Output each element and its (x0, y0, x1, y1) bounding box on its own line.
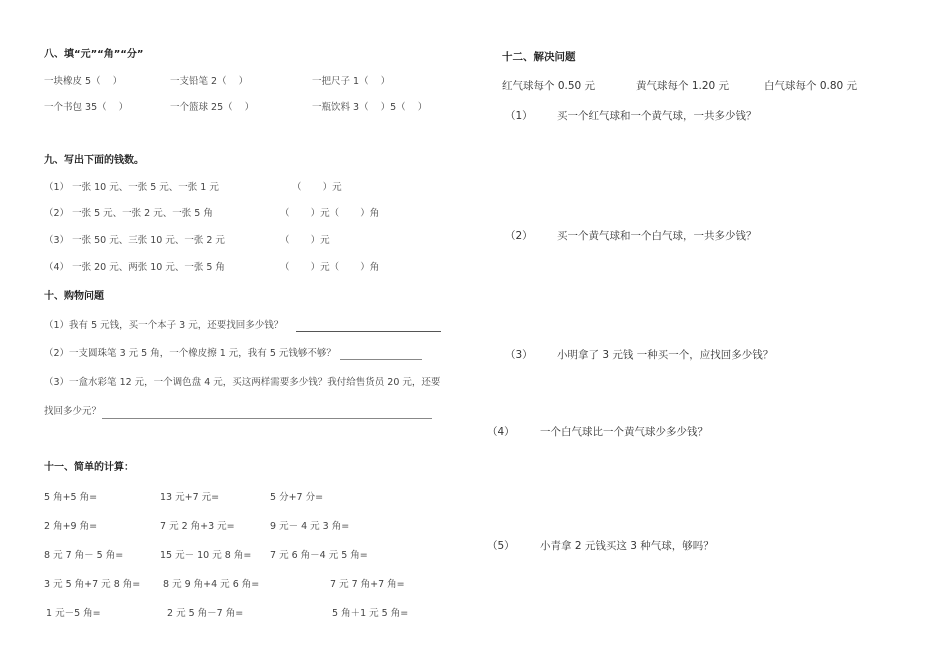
fill-unit-item: 一个书包 35（ ） (44, 102, 129, 113)
calc-item: 13 元+7 元= (160, 492, 220, 503)
calc-item: 8 元 9 角+4 元 6 角= (163, 579, 260, 590)
problem-number: （1） (505, 110, 533, 122)
shopping-question-3-cont: 找回多少元？ (44, 406, 102, 417)
problem-text: 买一个黄气球和一个白气球，一共多少钱？ (557, 230, 757, 242)
calc-item: 7 元 2 角+3 元= (160, 521, 235, 532)
money-question: （1） 一张 10 元、一张 5 元、一张 1 元 (44, 182, 219, 193)
calc-item: 7 元 6 角－4 元 5 角= (270, 550, 368, 561)
calc-item: 2 角+9 角= (44, 521, 98, 532)
section-9-heading: 九、写出下面的钱数。 (44, 155, 144, 166)
money-question: （2） 一张 5 元、一张 2 元、一张 5 角 (44, 208, 213, 219)
money-answer-blank: （ ）元（ ）角 (280, 262, 380, 273)
problem-text: 买一个红气球和一个黄气球，一共多少钱？ (557, 110, 757, 122)
problem-number: （4） (487, 426, 515, 438)
money-answer-blank: （ ）元（ ）角 (280, 208, 380, 219)
problem-number: （3） (505, 349, 533, 361)
price-yellow-balloon: 黄气球每个 1.20 元 (636, 80, 730, 92)
calc-item: 5 角+5 角= (44, 492, 98, 503)
problem-text: 小青拿 2 元钱买这 3 种气球，够吗？ (540, 540, 714, 552)
price-white-balloon: 白气球每个 0.80 元 (764, 80, 858, 92)
fill-unit-item: 一个篮球 25（ ） (170, 102, 255, 113)
problem-text: 小明拿了 3 元钱 一种买一个，应找回多少钱？ (557, 349, 774, 361)
calc-item: 3 元 5 角+7 元 8 角= (44, 579, 141, 590)
problem-text: 一个白气球比一个黄气球少多少钱？ (540, 426, 708, 438)
shopping-question-2: （2）一支圆珠笔 3 元 5 角，一个橡皮擦 1 元，我有 5 元钱够不够？ (44, 348, 336, 359)
money-answer-blank: （ ）元 (280, 235, 330, 246)
section-8-heading: 八、填“元”“角”“分” (44, 49, 144, 60)
problem-number: （2） (505, 230, 533, 242)
section-12-heading: 十二、解决问题 (502, 51, 576, 63)
calc-item: 7 元 7 角+7 角= (330, 579, 405, 590)
shopping-question-3: （3）一盒水彩笔 12 元，一个调色盘 4 元，买这两样需要多少钱？我付给售货员 20 元，还要 (44, 377, 441, 388)
money-question: （4） 一张 20 元、两张 10 元、一张 5 角 (44, 262, 225, 273)
calc-item: 15 元－ 10 元 8 角= (160, 550, 252, 561)
calc-item: 5 分+7 分= (270, 492, 324, 503)
section-10-heading: 十、购物问题 (44, 291, 104, 302)
fill-unit-item: 一支铅笔 2（ ） (170, 76, 249, 87)
section-11-heading: 十一、简单的计算： (44, 462, 134, 473)
calc-item: 2 元 5 角－7 角= (167, 608, 244, 619)
calc-item: 1 元－5 角= (46, 608, 101, 619)
money-answer-blank: （ ）元 (292, 182, 342, 193)
answer-line (102, 418, 432, 419)
fill-unit-item: 一把尺子 1（ ） (312, 76, 391, 87)
answer-line (340, 359, 422, 360)
shopping-question-1: （1）我有 5 元钱，买一个本子 3 元，还要找回多少钱？ (44, 320, 284, 331)
answer-line (296, 331, 441, 332)
fill-unit-item: 一瓶饮料 3（ ）5（ ） (312, 102, 428, 113)
problem-number: （5） (487, 540, 515, 552)
calc-item: 9 元－ 4 元 3 角= (270, 521, 350, 532)
calc-item: 8 元 7 角－ 5 角= (44, 550, 124, 561)
price-red-balloon: 红气球每个 0.50 元 (502, 80, 596, 92)
calc-item: 5 角＋1 元 5 角= (332, 608, 409, 619)
money-question: （3） 一张 50 元、三张 10 元、一张 2 元 (44, 235, 225, 246)
fill-unit-item: 一块橡皮 5（ ） (44, 76, 123, 87)
